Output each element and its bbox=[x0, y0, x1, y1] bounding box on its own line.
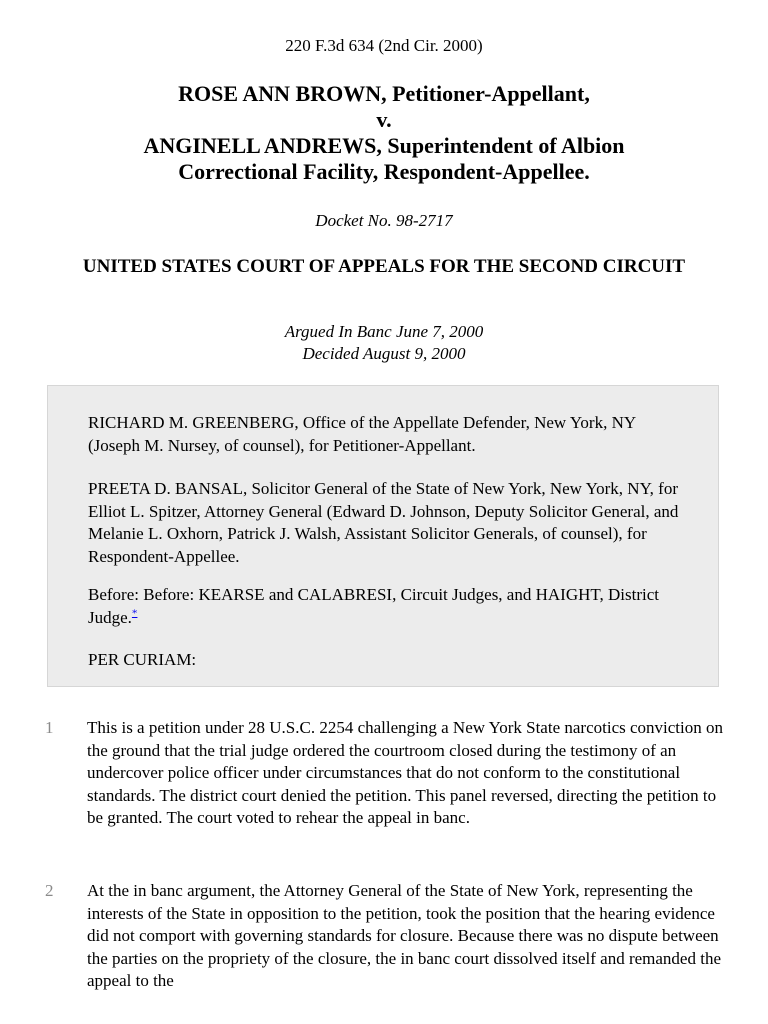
appellee-name-line-1: ANGINELL ANDREWS, Superintendent of Albion bbox=[143, 133, 625, 158]
case-dates bbox=[0, 321, 768, 365]
case-caption bbox=[60, 81, 708, 185]
paragraph-number: 1 bbox=[45, 718, 54, 737]
respondent-counsel: PREETA D. BANSAL, Solicitor General of the State of New York, New York, NY, for Elliot L. Spitzer, Attorney General (Edward D. Johnson, Deputy Solicitor General, and Melanie L. Oxhorn, Patrick J. Walsh, Assistant Solicitor Generals, of counsel), for Respondent-Appellee. bbox=[88, 479, 679, 566]
appellee-name-line-2: Correctional Facility, Respondent-Appellee. bbox=[178, 159, 590, 184]
court-name: UNITED STATES COURT OF APPEALS FOR THE SECOND CIRCUIT bbox=[82, 256, 686, 277]
paragraph-number: 2 bbox=[45, 881, 54, 900]
docket-number: Docket No. 98-2717 bbox=[315, 211, 453, 230]
footnote-link[interactable]: * bbox=[131, 606, 138, 619]
appellant-counsel: RICHARD M. GREENBERG, Office of the Appellate Defender, New York, NY (Joseph M. Nursey, of counsel), for Petitioner-Appellant. bbox=[88, 413, 636, 455]
appellant-name: ROSE ANN BROWN, Petitioner-Appellant, bbox=[178, 81, 590, 106]
panel-judges bbox=[88, 584, 688, 629]
paragraph-text: This is a petition under 28 U.S.C. 2254 challenging a New York State narcotics conviction on the ground that the trial judge ordered the courtroom closed during the testimony of an undercover police officer under circumstances that do not conform to the constitutional standards. The district court denied the petition. This panel reversed, directing the petition to be granted. The court voted to rehear the appeal in banc. bbox=[87, 718, 723, 827]
case-citation: 220 F.3d 634 (2nd Cir. 2000) bbox=[285, 36, 483, 55]
decided-date: Decided August 9, 2000 bbox=[302, 344, 466, 363]
counsel-section bbox=[47, 385, 719, 687]
versus-label: v. bbox=[376, 107, 392, 132]
paragraph-text: At the in banc argument, the Attorney General of the State of New York, representing the interests of the State in opposition to the petition, took the position that the hearing evidence did not comport with governing standards for closure. Because there was no dispute between the parties on the propriety of the closure, the in banc court dissolved itself and remanded the appeal to the bbox=[87, 881, 721, 990]
argued-date: Argued In Banc June 7, 2000 bbox=[284, 322, 484, 341]
per-curiam-label: PER CURIAM: bbox=[88, 650, 197, 669]
panel-judges-text: Before: Before: KEARSE and CALABRESI, Circuit Judges, and HAIGHT, District Judge. bbox=[88, 585, 659, 627]
